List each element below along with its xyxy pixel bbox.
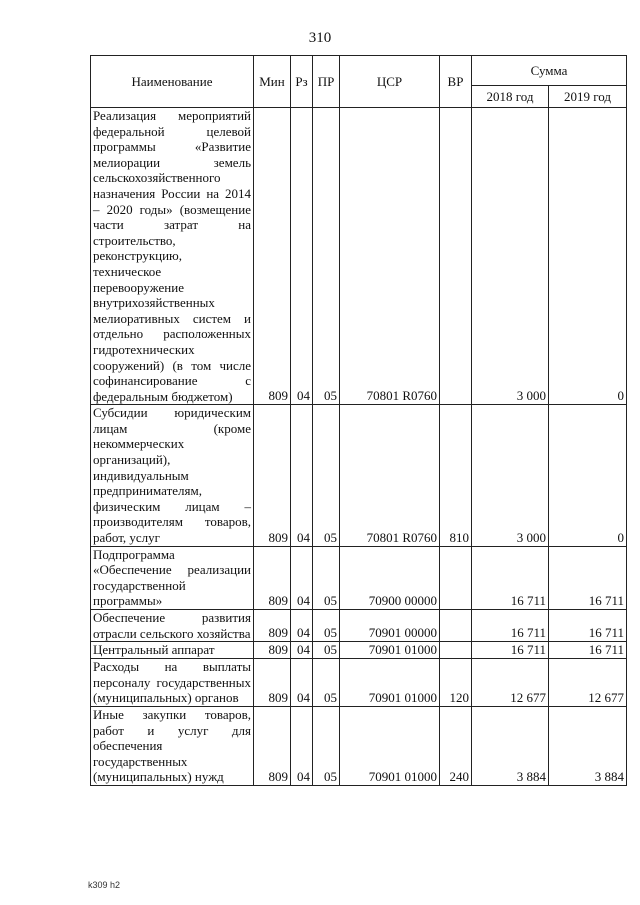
row-vr: 120	[440, 659, 472, 707]
row-rz: 04	[291, 108, 313, 405]
row-vr	[440, 108, 472, 405]
row-min: 809	[254, 642, 291, 659]
table-row	[91, 546, 627, 609]
row-name: Расходы на выплаты персоналу государственных (муниципальных) органов	[91, 659, 254, 707]
header-min: Мин	[254, 56, 291, 108]
row-pr: 05	[313, 610, 340, 642]
row-min: 809	[254, 405, 291, 546]
row-csr: 70801 R0760	[340, 108, 440, 405]
row-2018: 12 677	[472, 659, 549, 707]
table-row	[91, 610, 627, 642]
header-rz: Рз	[291, 56, 313, 108]
row-vr	[440, 546, 472, 609]
table-row	[91, 642, 627, 659]
row-2019: 16 711	[549, 610, 627, 642]
row-min: 809	[254, 659, 291, 707]
row-2019: 0	[549, 108, 627, 405]
row-csr: 70901 01000	[340, 706, 440, 785]
row-pr: 05	[313, 706, 340, 785]
row-2019: 16 711	[549, 642, 627, 659]
row-min: 809	[254, 546, 291, 609]
row-rz: 04	[291, 610, 313, 642]
row-name: Иные закупки товаров, работ и услуг для обеспечения государственных (муниципальных) нужд	[91, 706, 254, 785]
row-name: Центральный аппарат	[91, 642, 254, 659]
row-rz: 04	[291, 405, 313, 546]
row-name: Обеспечение развития отрасли сельского хозяйства	[91, 610, 254, 642]
row-2018: 16 711	[472, 546, 549, 609]
row-csr: 70801 R0760	[340, 405, 440, 546]
table-row	[91, 108, 627, 405]
row-rz: 04	[291, 642, 313, 659]
row-vr	[440, 610, 472, 642]
table-row	[91, 405, 627, 546]
row-2018: 16 711	[472, 642, 549, 659]
row-vr: 240	[440, 706, 472, 785]
row-vr	[440, 642, 472, 659]
header-2018: 2018 год	[472, 86, 549, 108]
header-pr: ПР	[313, 56, 340, 108]
row-2018: 3 884	[472, 706, 549, 785]
row-2019: 12 677	[549, 659, 627, 707]
row-name: Реализация мероприятий федеральной целевой программы «Развитие мелиорации земель сельскохозяйственного назначения России на 2014 – 2020 годы» (возмещение части затрат на строительство, реконструкцию, техническое перевооружение внутрихозяйственных мелиоративных систем и отдельно расположенных гидротехнических сооружений) (в том числе софинансирование с федеральным бюджетом)	[91, 108, 254, 405]
row-min: 809	[254, 610, 291, 642]
table-row	[91, 659, 627, 707]
row-csr: 70901 01000	[340, 642, 440, 659]
row-2018: 3 000	[472, 108, 549, 405]
row-rz: 04	[291, 706, 313, 785]
row-csr: 70901 00000	[340, 610, 440, 642]
row-2019: 16 711	[549, 546, 627, 609]
page-number: 310	[308, 30, 332, 46]
row-name: Подпрограмма «Обеспечение реализации государственной программы»	[91, 546, 254, 609]
row-pr: 05	[313, 659, 340, 707]
row-pr: 05	[313, 546, 340, 609]
row-2019: 3 884	[549, 706, 627, 785]
header-vr: ВР	[440, 56, 472, 108]
row-vr: 810	[440, 405, 472, 546]
header-name: Наименование	[91, 56, 254, 108]
row-pr: 05	[313, 642, 340, 659]
row-name: Субсидии юридическим лицам (кроме некоммерческих организаций), индивидуальным предпринимателям, физическим лицам – производителям товаров, работ, услуг	[91, 405, 254, 546]
row-rz: 04	[291, 546, 313, 609]
row-min: 809	[254, 706, 291, 785]
header-2019: 2019 год	[549, 86, 627, 108]
row-pr: 05	[313, 108, 340, 405]
row-pr: 05	[313, 405, 340, 546]
row-2018: 3 000	[472, 405, 549, 546]
header-csr: ЦСР	[340, 56, 440, 108]
budget-table	[90, 55, 627, 786]
row-2019: 0	[549, 405, 627, 546]
row-rz: 04	[291, 659, 313, 707]
table-row	[91, 706, 627, 785]
row-csr: 70901 01000	[340, 659, 440, 707]
row-min: 809	[254, 108, 291, 405]
row-csr: 70900 00000	[340, 546, 440, 609]
header-sum: Сумма	[472, 56, 627, 86]
footer-code: k309 h2	[88, 880, 121, 890]
row-2018: 16 711	[472, 610, 549, 642]
